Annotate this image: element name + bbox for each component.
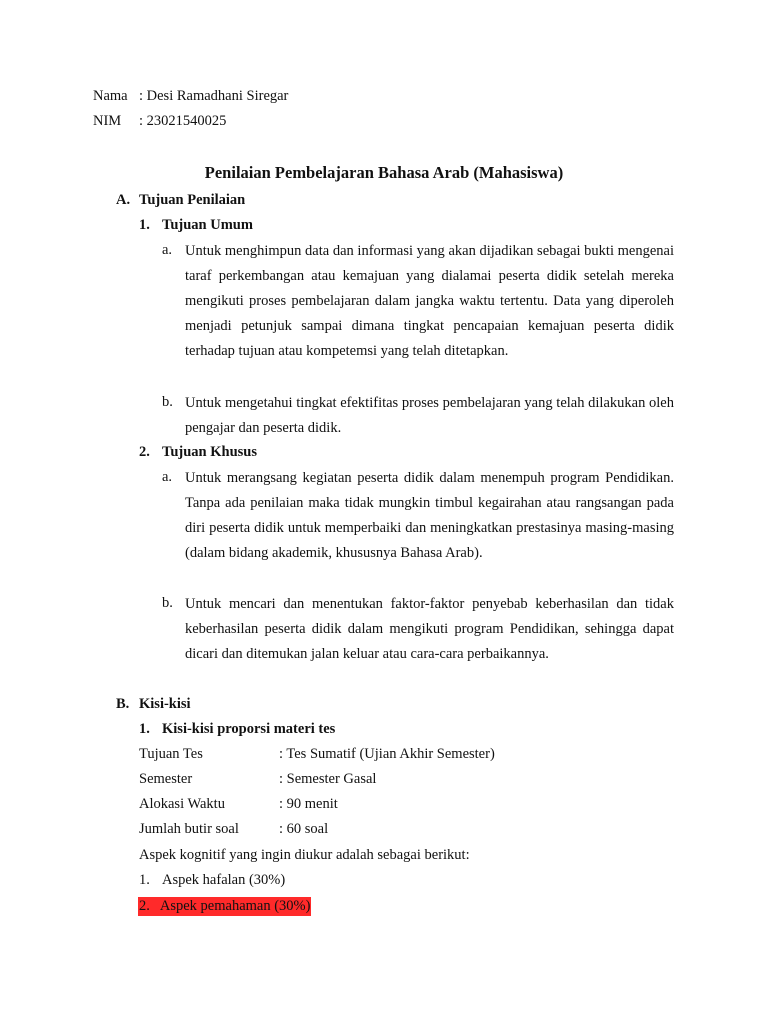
info-value: : Tes Sumatif (Ujian Akhir Semester) [279,746,495,762]
info-label: Semester [139,771,193,787]
subsection-b1-heading: Kisi-kisi proporsi materi tes [162,721,336,737]
paragraph-tujuan-khusus-a: Untuk merangsang kegiatan peserta didik dalam menempuh program Pendidikan. Tanpa ada penilaian maka tidak mungkin timbul kegairahan atau rangsangan pada diri peserta didik untuk memperbaiki dan meningkatkan prestasinya masing-masing (dalam bidang akademik, khususnya Bahasa Arab). [185,470,674,562]
aspect-marker: 1. [139,872,150,888]
nim-value: : 23021540025 [139,113,227,129]
highlighted-aspect-line [138,897,311,916]
name-value: : Desi Ramadhani Siregar [139,88,289,104]
section-a-marker: A. [116,192,131,208]
aspect-marker: 2. [139,898,150,914]
subsection-a2-marker: 2. [139,444,150,460]
subsection-a1-heading: Tujuan Umum [162,217,253,233]
list-item-marker: b. [162,394,173,410]
section-b-marker: B. [116,696,130,712]
aspect-item: Aspek pemahaman (30%) [159,898,311,914]
list-item-marker: a. [162,469,173,485]
info-label: Alokasi Waktu [139,796,225,812]
list-item-marker: a. [162,242,173,258]
aspect-intro: Aspek kognitif yang ingin diukur adalah sebagai berikut: [139,847,470,863]
info-label: Jumlah butir soal [139,821,239,837]
paragraph-tujuan-umum-b: Untuk mengetahui tingkat efektifitas proses pembelajaran yang telah dilakukan oleh pengajar dan peserta didik. [185,395,674,437]
info-value: : 90 menit [279,796,338,812]
aspect-item: Aspek hafalan (30%) [162,872,286,888]
info-value: : Semester Gasal [279,771,377,787]
info-value: : 60 soal [279,821,329,837]
section-b-heading: Kisi-kisi [139,696,191,712]
name-label: Nama [93,88,128,104]
paragraph-tujuan-khusus-b: Untuk mencari dan menentukan faktor-faktor penyebab keberhasilan dan tidak keberhasilan peserta didik dalam mengikuti program Pendidikan, sehingga dapat dicari dan ditemukan jalan keluar atau cara-cara perbaikannya. [185,596,674,663]
subsection-a1-marker: 1. [139,217,150,233]
paragraph-tujuan-umum-a: Untuk menghimpun data dan informasi yang akan dijadikan sebagai bukti mengenai taraf perkembangan atau kemajuan yang dialamai peserta didik setelah mereka mengikuti proses pembelajaran dalam jangka waktu tertentu. Data yang diperoleh menjadi petunjuk sampai dimana tingkat pencapaian kemajuan peserta didik terhadap tujuan atau kompetemsi yang telah ditetapkan. [185,243,674,360]
info-label: Tujuan Tes [139,746,203,762]
section-a-heading: Tujuan Penilaian [139,192,246,208]
subsection-a2-heading: Tujuan Khusus [162,444,257,460]
nim-label: NIM [93,113,122,129]
list-item-marker: b. [162,595,173,611]
document-title: Penilaian Pembelajaran Bahasa Arab (Mahasiswa) [204,163,564,182]
subsection-b1-marker: 1. [139,721,150,737]
